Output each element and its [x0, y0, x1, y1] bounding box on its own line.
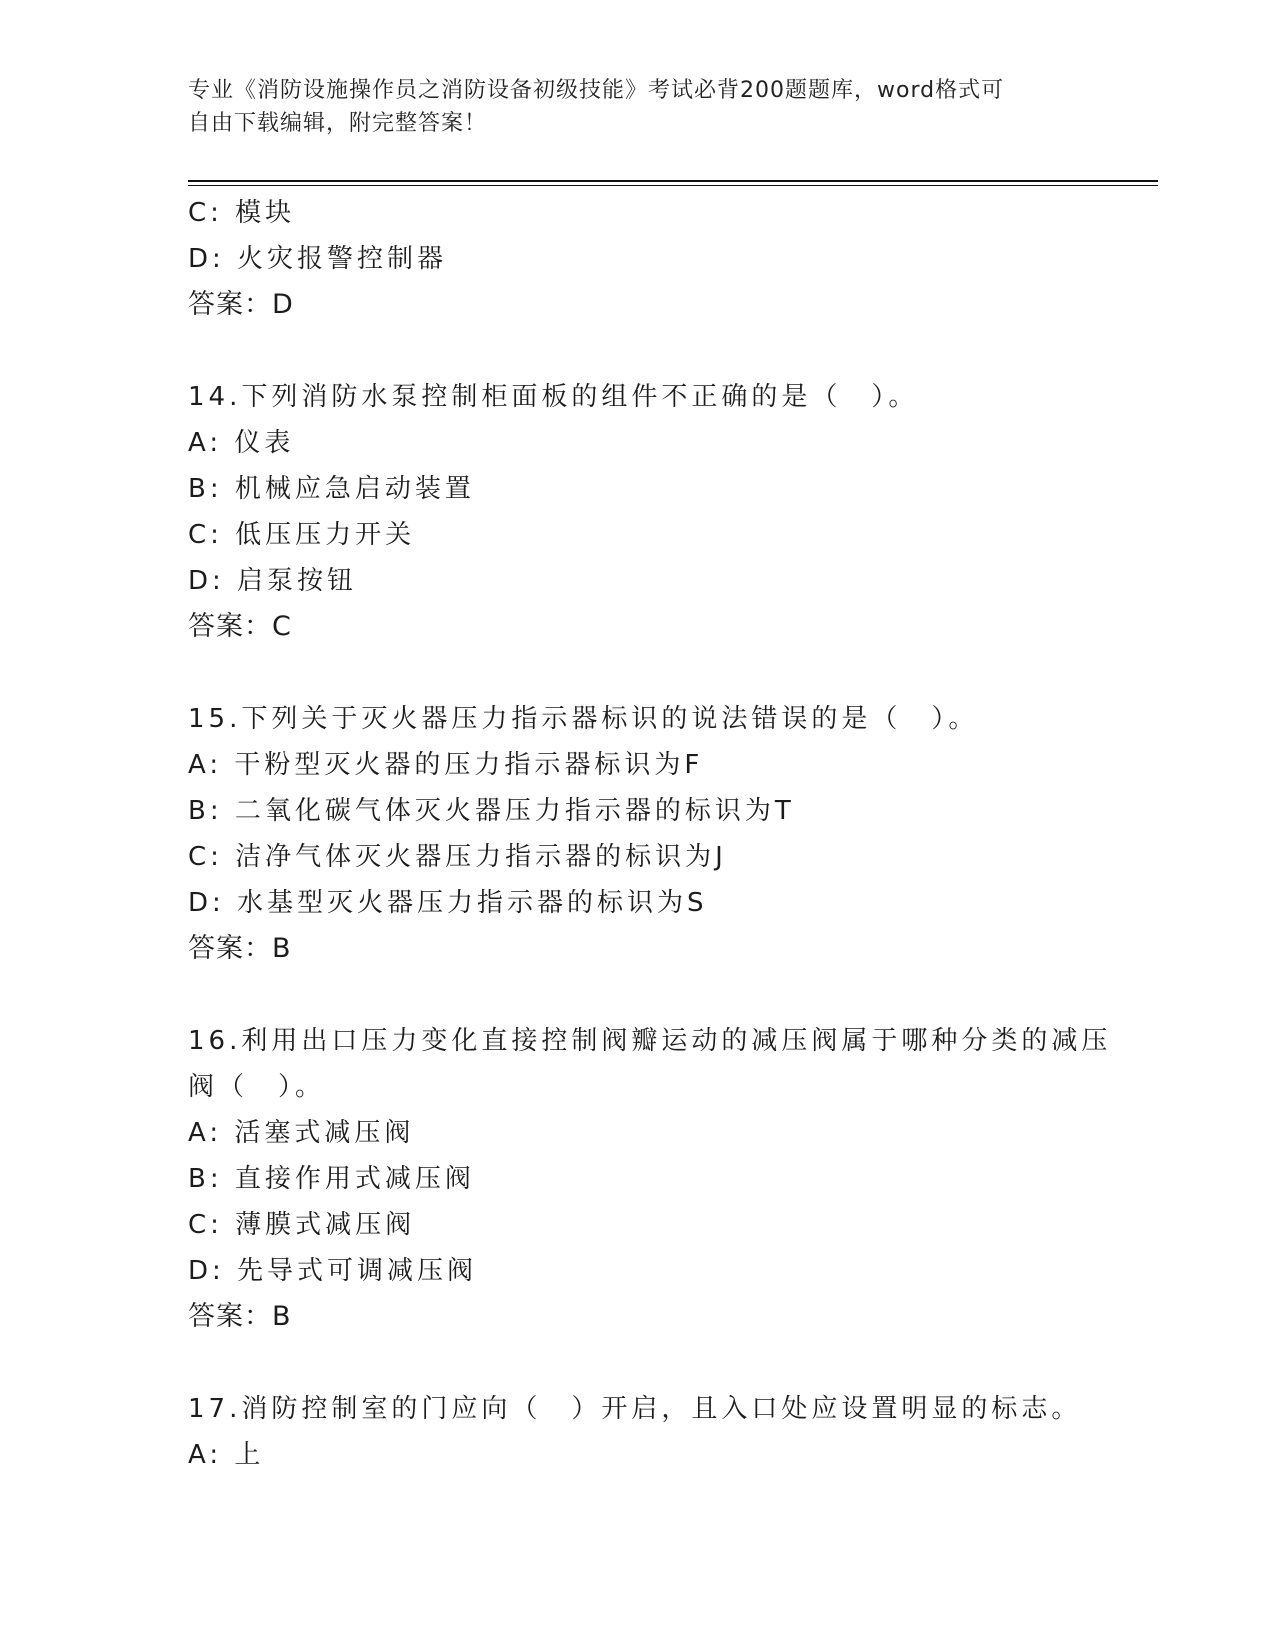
- option-b: B: 直接作用式减压阀: [188, 1164, 475, 1194]
- spacer: [188, 328, 1148, 374]
- question-stem: 17.消防控制室的门应向（ ）开启，且入口处应设置明显的标志。: [188, 1394, 1082, 1424]
- question-15: [188, 696, 1148, 972]
- answer-line: 答案：D: [188, 289, 294, 320]
- spacer: [188, 650, 1148, 696]
- option-d: D: 启泵按钮: [188, 566, 358, 596]
- header-line-2: 自由下载编辑，附完整答案！: [188, 111, 488, 136]
- previous-question-tail: [188, 190, 1148, 328]
- question-stem-line-1: 16.利用出口压力变化直接控制阀瓣运动的减压阀属于哪种分类的减压: [188, 1026, 1112, 1056]
- option-b: B: 二氧化碳气体灭火器压力指示器的标识为T: [188, 796, 795, 826]
- question-17: [188, 1386, 1148, 1478]
- answer-line: 答案：B: [188, 933, 292, 964]
- option-c: C: 低压压力开关: [188, 520, 416, 550]
- option-d: D: 水基型灭火器压力指示器的标识为S: [188, 888, 708, 918]
- spacer: [188, 1340, 1148, 1386]
- question-stem: 15.下列关于灭火器压力指示器标识的说法错误的是（ ）。: [188, 704, 979, 734]
- spacer: [188, 972, 1148, 1018]
- question-14: [188, 374, 1148, 650]
- question-list: [188, 190, 1148, 1478]
- option-c: C: 薄膜式减压阀: [188, 1210, 416, 1240]
- option-d: D: 先导式可调减压阀: [188, 1256, 478, 1286]
- question-stem-line-2: 阀（ ）。: [188, 1072, 326, 1102]
- option-c: C: 洁净气体灭火器压力指示器的标识为J: [188, 842, 727, 872]
- answer-line: 答案：B: [188, 1301, 292, 1332]
- question-stem: 14.下列消防水泵控制柜面板的组件不正确的是（ ）。: [188, 382, 919, 412]
- option-d: D: 火灾报警控制器: [188, 244, 448, 274]
- option-a: A: 上: [188, 1440, 265, 1470]
- header-divider-thin: [188, 185, 1158, 186]
- header-line-1: 专业《消防设施操作员之消防设备初级技能》考试必背200题题库，word格式可: [188, 78, 1005, 103]
- option-b: B: 机械应急启动装置: [188, 474, 475, 504]
- header-divider-thick: [188, 180, 1158, 182]
- option-a: A: 仪表: [188, 428, 295, 458]
- option-a: A: 干粉型灭火器的压力指示器标识为F: [188, 750, 704, 780]
- answer-line: 答案：C: [188, 611, 292, 642]
- question-16: [188, 1018, 1148, 1340]
- option-c: C: 模块: [188, 198, 296, 228]
- option-a: A: 活塞式减压阀: [188, 1118, 415, 1148]
- document-header: [188, 74, 1088, 140]
